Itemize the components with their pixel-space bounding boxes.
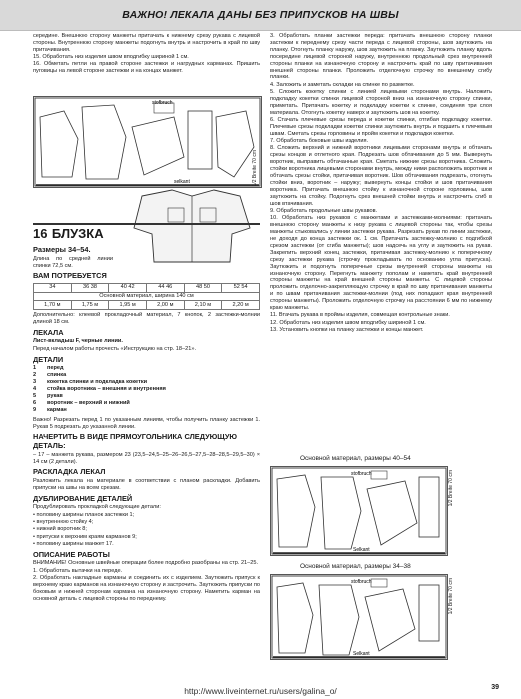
plan2-fold-label: stofbruch: [351, 579, 372, 585]
section-title: БЛУЗКА: [51, 226, 104, 241]
list-item: 9 карман: [33, 406, 67, 413]
plan1-caption: Основной материал, размеры 40–54: [300, 455, 411, 462]
list-item: 2 спинка: [33, 372, 67, 379]
banner-title: ВАЖНО! ЛЕКАЛА ДАНЫ БЕЗ ПРИПУСКОВ НА ШВЫ: [122, 9, 399, 21]
plan2-caption: Основной материал, размеры 34–38: [300, 563, 411, 570]
lekala-heading: ЛЕКАЛА: [33, 327, 64, 337]
extra-materials: Дополнительно: клеевой прокладочный материал, 7 кнопок, 2 застежки-молнии длиной 18 см.: [33, 312, 260, 325]
cutting-plan-40-54: [270, 466, 448, 556]
plan1-fold-label: stofbruch: [351, 471, 372, 477]
left-main: [33, 246, 260, 603]
left-intro-p3: 16. Обметать петли на правой стороне застежки и нагрудных карманах. Пришить пуговицы на левой стороне застежки и на концах манжет.: [33, 61, 260, 75]
list-item: 4 стойка воротника – внешняя и внутренняя: [33, 385, 166, 392]
cutting-plan-previous: [33, 96, 262, 188]
section-number: 16: [33, 226, 48, 241]
step: 4. Заложить и заметать складки на спинке по разметке.: [270, 81, 415, 88]
left-intro-p1: середине. Внешнюю сторону манжеты притачать к нижнему срезу рукава с лицевой стороны. Внутреннюю сторону манжеты подогнуть внутрь и настрочить в край по шву притачивания.: [33, 33, 260, 53]
list-item: 5 рукав: [33, 392, 63, 399]
list-item: • половину ширины планок застежки 1;: [33, 511, 135, 518]
list-item: 6 воротник – верхний и нижний: [33, 399, 130, 406]
details-list: [33, 365, 260, 413]
plan1-side-label: 1/2 Breite 70 cm: [448, 470, 454, 507]
sizes-heading: Размеры 34–54.: [33, 245, 91, 254]
work-heading: ОПИСАНИЕ РАБОТЫ: [33, 549, 110, 559]
step: 12. Обработать низ изделия швом вподгибку шириной 1 см.: [270, 319, 426, 326]
dup-heading: ДУБЛИРОВАНИЕ ДЕТАЛЕЙ: [33, 493, 133, 503]
footer-url[interactable]: http://www.liveinternet.ru/users/galina_o/: [184, 686, 337, 696]
needed-heading: ВАМ ПОТРЕБУЕТСЯ: [33, 271, 107, 281]
size-cell: 40 42: [109, 284, 147, 293]
rect-heading: НАЧЕРТИТЬ В ВИДЕ ПРЯМОУГОЛЬНИКА СЛЕДУЮЩУЮ ДЕТАЛЬ:: [33, 432, 238, 451]
step: 3. Обработать планки застежки переда: притачать внешнюю сторону планки застежки к переднему срезу части переда с лицевой стороны, шов заутюжить на планку. Отогнуть планку наружу, шов заутюжить на планку. Заутюжить планку вдоль посередине лицевой стороной наружу, внутреннюю продольный срез внутренней стороны планки на изнаночную сторону и настрочить край по шву притачивания внешней стороны планки. Проложить отделочную строчку по внешнему сгибу планки.: [270, 33, 492, 81]
step: 11. Втачать рукава в проймы изделия, совмещая контрольные знаки.: [270, 312, 450, 319]
amount-cell: 2,10 м: [184, 301, 222, 310]
size-cell: 34: [34, 284, 72, 293]
work-step: 2. Обработать накладные карманы и соединить их с изделием. Заутюжить припуск к верхнему краю карманов на изнаночную сторону и застрочить. Заутюжить припуски по боковым и нижней сторонам кармана на изнаночную сторону. Наметить карман на основной деталь с лицевой стороны по переднему.: [33, 575, 260, 602]
right-instructions: [270, 33, 492, 334]
list-item: 3 кокетка спинки и подкладка кокетки: [33, 379, 148, 386]
size-cell: 52 54: [222, 284, 260, 293]
step: 10. Обработать низ рукавов с манжетами и застежками-молниями: притачать внешнюю сторону манжеты к низу рукава с лицевой стороны так, чтобы срезы манжеты стыковались у линии застежки рукава. Разрезать рукав по линии застежки, не доходя до конца застежки ок. 1 см. Притачать застежку-молнию с подгибкой срезом застежки (от сгиба манжеты); шов надсечь на углу и заутюжить на рукав. Закрепить верхний конец застежки, притачивая застежку-молнию к поперечному срезу застежки рукава (строчку прокладывать по основанию угла притуска). Заутюжить и подогнуть поперечные срезы внутренней стороны манжеты на изнаночную сторону. Перегнуть манжету пополам и наметать край внутренней стороны манжеты на край внешней стороны манжеты. С лицевой стороны проложить отделочно-закрепляющую строчку в край по шву притачивания манжеты и по швам притачивания застежки-молнии (под них попадают края внутренней стороны манжеты). Проложить отделочную строчку на расстоянии 6 мм по нижнему краю манжеты.: [270, 215, 492, 312]
details-heading: ДЕТАЛИ: [33, 354, 64, 364]
lekala-note: Перед началом работы прочесть «Инструкцию на стр. 18–21».: [33, 345, 197, 352]
cutting-plan-34-38: [270, 574, 448, 660]
step: 6. Стачать плечевые срезы переда и кокетки спинки, отгибая подкладку кокетки. Плечевые срезы подкладки кокетки спинки заутюжить внутрь и подшить к плечевым швам. Сметать срезы горловины и пройм кокетки и подкладки кокетки.: [270, 117, 492, 137]
rect-text: – 17 – манжета рукава, размером 23 (23,5–24,5–25–26–26,5–27,5–28–28,5–29,5–30) × 14 см (2 детали).: [33, 451, 260, 465]
size-cell: 44 46: [146, 284, 184, 293]
layout-heading: РАСКЛАДКА ЛЕКАЛ: [33, 467, 106, 477]
sizes-table: [33, 283, 260, 310]
amount-cell: 1,95 м: [109, 301, 147, 310]
plan0-selvage-label: selkant: [174, 179, 190, 185]
work-step: 1. Обработать вытачки на переде.: [33, 567, 123, 574]
amount-cell: 2,20 м: [222, 301, 260, 310]
list-item: • половину ширины манжет 17.: [33, 540, 114, 547]
material-row: Основной материал, ширина 140 см: [34, 292, 260, 301]
step: 5. Сложить кокетку спинки с линией лицевыми сторонами внутрь. Наложить подкладку кокетки спинки лицевой стороной вниз на изнаночную сторону спинки, приметать. Притачать кокетку и подкладку кокетки к спинке, соединяя три слоя материала. Отогнуть кокетку наверх и заутюжить шов на кокетку.: [270, 89, 492, 116]
left-intro: [33, 33, 260, 76]
size-cell: 48 50: [184, 284, 222, 293]
step: 9. Обработать продольные швы рукавов.: [270, 208, 378, 214]
work-important: ВНИМАНИЕ! Основные швейные операции более подробно разобраны на стр. 21–25.: [33, 560, 259, 567]
step: 7. Обработать боковые швы изделия.: [270, 138, 369, 145]
plan0-fold-label: stofbruch: [152, 100, 173, 106]
list-item: • внутреннюю стойку 4;: [33, 519, 94, 526]
page-number: 39: [491, 684, 499, 691]
dup-text: Продублировать прокладкой следующие детали:: [33, 504, 161, 511]
important-note: Важно! Разрезать перед 1 по указанным линиям, чтобы получить планку застежки 1. Рукав 5 подрезать до указанной линии.: [33, 416, 260, 430]
amount-cell: 1,70 м: [34, 301, 72, 310]
plan2-side-label: 1/2 Breite 70 cm: [448, 578, 454, 615]
size-cell: 36 38: [71, 284, 109, 293]
step: 13. Установить кнопки на планку застежки и концы манжет.: [270, 326, 424, 333]
list-item: 1 перед: [33, 365, 64, 372]
list-item: • нижний воротник 8;: [33, 526, 87, 533]
plan1-selvage-label: Selkant: [353, 547, 370, 553]
amount-cell: 2,00 м: [146, 301, 184, 310]
lekala-line: Лист-вкладыш F, черные линии.: [33, 338, 123, 345]
amount-cell: 1,75 м: [71, 301, 109, 310]
section-title-bar: [33, 223, 260, 245]
top-banner: [0, 0, 521, 31]
plan2-selvage-label: Selkant: [353, 651, 370, 657]
left-intro-p2: 15. Обработать низ изделия швом вподгибку шириной 1 см.: [33, 54, 189, 61]
layout-text: Разложить лекала на материале в соответствии с планом раскладки. Добавить припуски на швы на всем срезам.: [33, 478, 260, 491]
plan0-side-label: 1/2 Breite 70 cm: [252, 150, 258, 187]
step: 8. Сложить верхний и нижний воротники лицевыми сторонами внутрь и обтачать срезы концов и отлетного края. Подрезать шов обтачивания до 5 мм. Вывернуть воротник, выправить обтачанные края. Сметать нижние срезы воротника. Сложить стойки воротника лицевыми сторонами внутрь, между ними расположить воротник и обтачать срезы стойки, притачивая воротник. Шов обтачивания подрезать, отогнуть стойки вниз, воротник – наружу; вывернуть концы стойки и шов притачивания воротника. Притачать внешнюю стойку к изнаночной стороне горловины, шов заутюжить на стойку. Подогнуть срез внешней стойки внутрь и настрочить сгиб в шов втачивания.: [270, 145, 492, 207]
length-note: Длина по средней линии спинки 72,5 см.: [33, 255, 113, 269]
list-item: • притуски к верхним краям карманов 9;: [33, 533, 137, 540]
